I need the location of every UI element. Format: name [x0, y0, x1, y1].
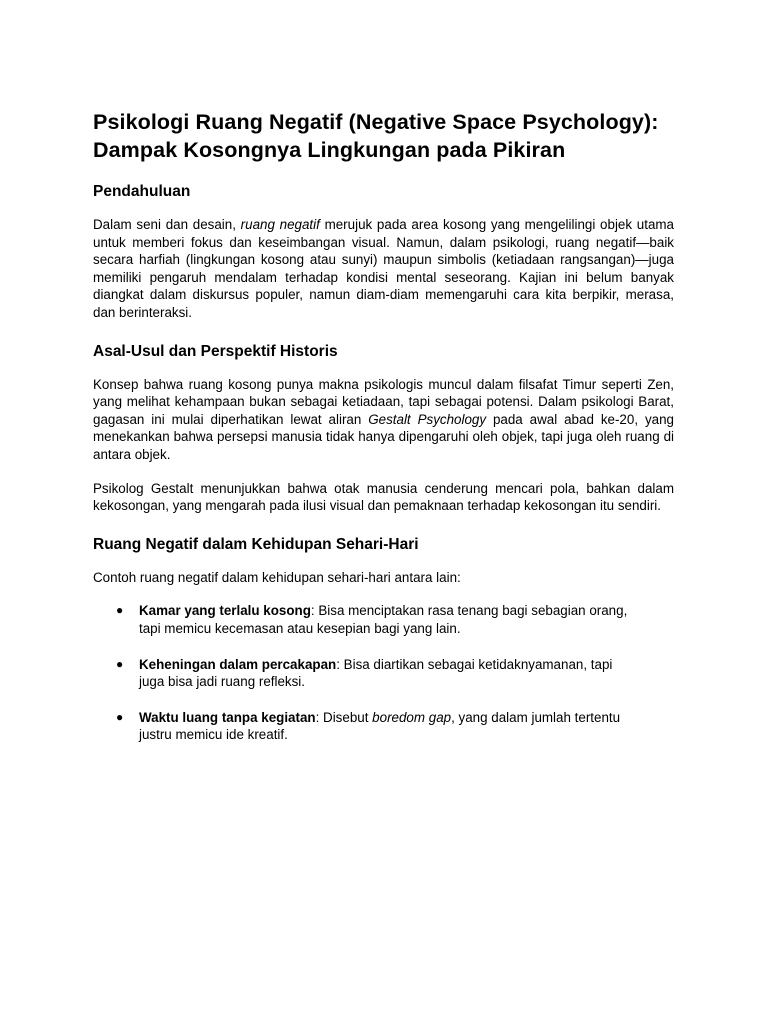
heading-daily: Ruang Negatif dalam Kehidupan Sehari-Hari: [93, 535, 419, 553]
list-item-term: Waktu luang tanpa kegiatan: [139, 709, 316, 725]
history-text-b: pada awal abad ke-20, yang menekankan bahwa persepsi manusia tidak hanya dipengaruhi oleh objek, tapi juga oleh ruang di antara objek.: [93, 411, 674, 462]
list-item-text: : Bisa menciptakan rasa tenang bagi sebagian orang, tapi memicu kecemasan atau kesepian bagi yang lain.: [139, 603, 628, 636]
list-item-emphasis: boredom gap: [372, 709, 452, 725]
paragraph-history-1: [93, 376, 674, 464]
list-item-text-b: , yang dalam jumlah tertentu justru memicu ide kreatif.: [139, 709, 621, 743]
list-item: [93, 709, 639, 744]
intro-text-b: merujuk pada area kosong yang mengelilingi objek utama untuk memberi fokus dan keseimbangan visual. Namun, dalam psikologi, ruang negatif—baik secara harfiah (lingkungan kosong atau sunyi) maupun simbolis (ketiadaan rangsangan)—juga memiliki pengaruh mendalam terhadap kondisi mental seseorang. Kajian ini belum banyak diangkat dalam diskursus populer, namun diam-diam memengaruhi cara kita berpikir, merasa, dan berinteraksi.: [93, 217, 674, 320]
list-item-term: Keheningan dalam percakapan: [139, 656, 337, 672]
paragraph-history-2: Psikolog Gestalt menunjukkan bahwa otak manusia cenderung mencari pola, bahkan dalam kekosongan, yang mengarah pada ilusi visual dan pemaknaan terhadap kekosongan itu sendiri.: [93, 480, 674, 514]
intro-text-a: Dalam seni dan desain,: [93, 217, 241, 232]
paragraph-daily-intro: Contoh ruang negatif dalam kehidupan sehari-hari antara lain:: [93, 569, 461, 585]
bullet-icon: ●: [116, 709, 124, 724]
title-line-2: Dampak Kosongnya Lingkungan pada Pikiran: [93, 138, 566, 162]
heading-pendahuluan: Pendahuluan: [93, 183, 191, 200]
bullet-icon: ●: [116, 656, 124, 671]
document-title: [93, 108, 674, 164]
list-item-text: : Bisa diartikan sebagai ketidaknyamanan, tapi juga bisa jadi ruang refleksi.: [139, 656, 613, 690]
bullet-icon: ●: [116, 603, 124, 618]
list-item-term: Kamar yang terlalu kosong: [139, 603, 311, 619]
document-page: [93, 108, 674, 762]
list-item: [93, 656, 639, 691]
list-item: [93, 602, 639, 637]
history-text-a: Konsep bahwa ruang kosong punya makna psikologis muncul dalam filsafat Timur seperti Zen, yang melihat kehampaan bukan sebagai ketiadaan, tapi sebagai potensi. Dalam psikologi Barat, gagasan ini mulai diperhatikan lewat aliran: [93, 376, 674, 427]
title-line-1: Psikologi Ruang Negatif (Negative Space Psychology):: [93, 110, 659, 134]
list-item-text-a: : Disebut: [315, 709, 373, 725]
paragraph-intro: [93, 216, 674, 322]
examples-list: [93, 602, 674, 744]
heading-history: Asal-Usul dan Perspektif Historis: [93, 342, 338, 360]
history-emphasis: Gestalt Psychology: [368, 411, 487, 427]
intro-emphasis: ruang negatif: [240, 217, 320, 232]
